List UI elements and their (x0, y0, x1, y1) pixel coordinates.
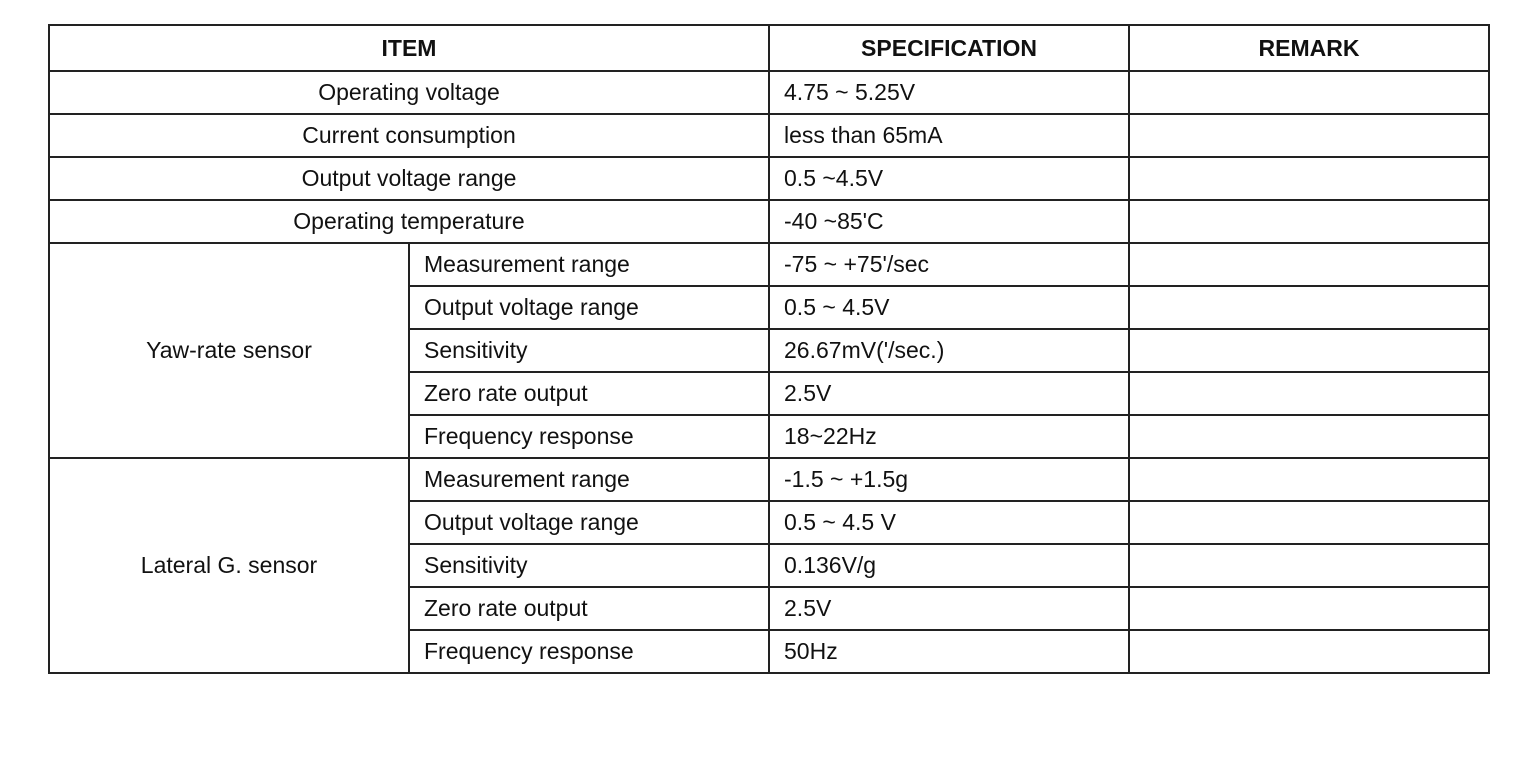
table-row (49, 200, 1489, 243)
sub-item-cell: Output voltage range (409, 286, 769, 329)
group-label-lateral-g: Lateral G. sensor (49, 458, 409, 673)
sub-item-cell: Zero rate output (409, 587, 769, 630)
remark-cell (1129, 329, 1489, 372)
item-cell: Current consumption (49, 114, 769, 157)
sub-item-cell: Measurement range (409, 458, 769, 501)
remark-cell (1129, 544, 1489, 587)
spec-cell: 0.136V/g (769, 544, 1129, 587)
header-row (49, 25, 1489, 71)
spec-cell: 50Hz (769, 630, 1129, 673)
spec-cell: -75 ~ +75'/sec (769, 243, 1129, 286)
spec-cell: -1.5 ~ +1.5g (769, 458, 1129, 501)
sub-item-cell: Zero rate output (409, 372, 769, 415)
spec-cell: 0.5 ~ 4.5V (769, 286, 1129, 329)
group-label-yaw-rate: Yaw-rate sensor (49, 243, 409, 458)
remark-cell (1129, 114, 1489, 157)
specification-table (48, 24, 1490, 674)
remark-cell (1129, 71, 1489, 114)
spec-cell: -40 ~85'C (769, 200, 1129, 243)
sub-item-cell: Sensitivity (409, 329, 769, 372)
remark-cell (1129, 157, 1489, 200)
spec-cell: 18~22Hz (769, 415, 1129, 458)
table-row (49, 243, 1489, 286)
sub-item-cell: Frequency response (409, 415, 769, 458)
spec-cell: 4.75 ~ 5.25V (769, 71, 1129, 114)
item-cell: Operating temperature (49, 200, 769, 243)
remark-cell (1129, 415, 1489, 458)
sub-item-cell: Measurement range (409, 243, 769, 286)
remark-cell (1129, 458, 1489, 501)
spec-cell: 2.5V (769, 587, 1129, 630)
table-row (49, 71, 1489, 114)
remark-cell (1129, 372, 1489, 415)
table-row (49, 114, 1489, 157)
remark-cell (1129, 630, 1489, 673)
sub-item-cell: Sensitivity (409, 544, 769, 587)
remark-cell (1129, 243, 1489, 286)
remark-cell (1129, 501, 1489, 544)
sub-item-cell: Frequency response (409, 630, 769, 673)
spec-cell: 2.5V (769, 372, 1129, 415)
spec-cell: less than 65mA (769, 114, 1129, 157)
remark-cell (1129, 587, 1489, 630)
header-specification: SPECIFICATION (769, 25, 1129, 71)
spec-cell: 0.5 ~4.5V (769, 157, 1129, 200)
sub-item-cell: Output voltage range (409, 501, 769, 544)
spec-cell: 0.5 ~ 4.5 V (769, 501, 1129, 544)
remark-cell (1129, 286, 1489, 329)
item-cell: Operating voltage (49, 71, 769, 114)
spec-cell: 26.67mV('/sec.) (769, 329, 1129, 372)
remark-cell (1129, 200, 1489, 243)
item-cell: Output voltage range (49, 157, 769, 200)
header-remark: REMARK (1129, 25, 1489, 71)
table-row (49, 157, 1489, 200)
header-item: ITEM (49, 25, 769, 71)
table-row (49, 458, 1489, 501)
